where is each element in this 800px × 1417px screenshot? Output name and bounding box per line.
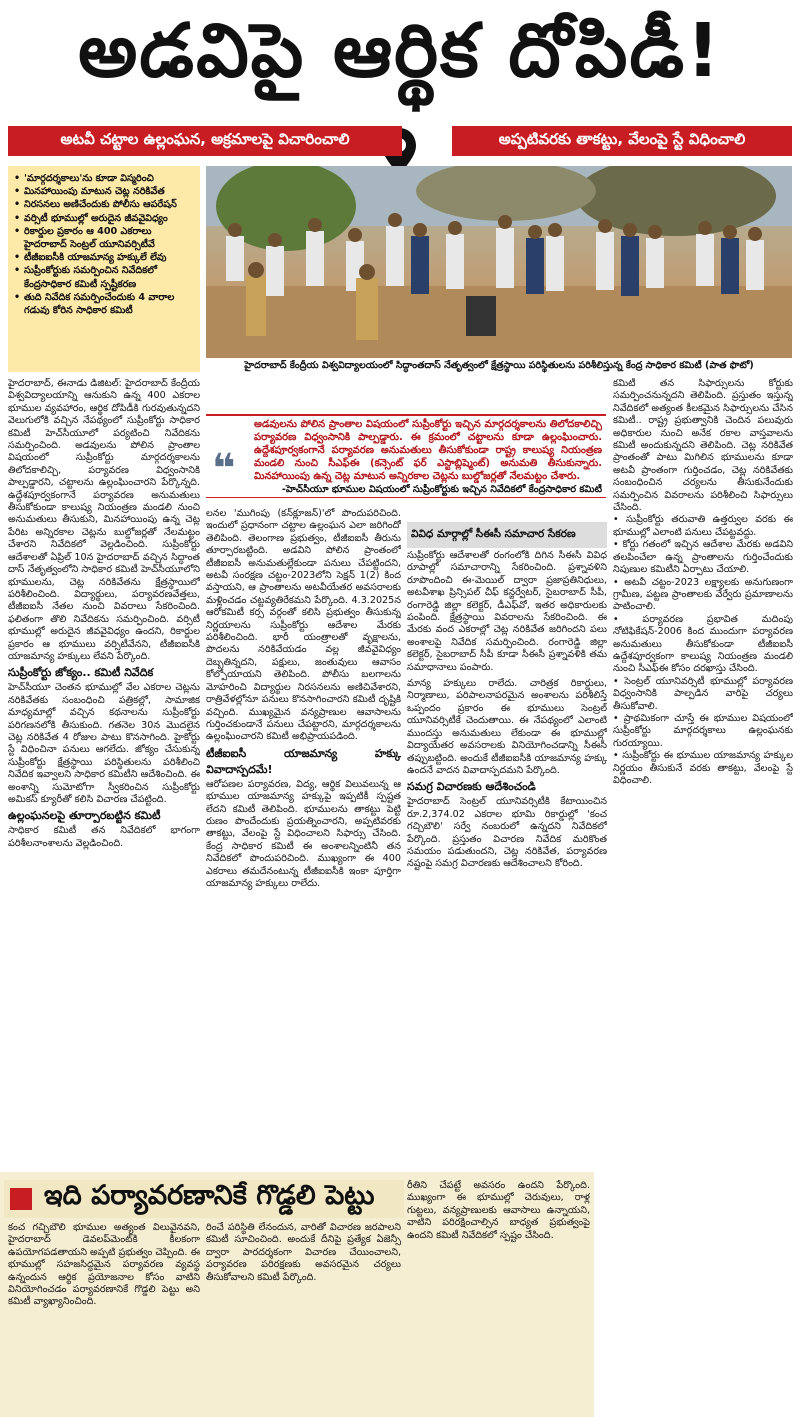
paragraph: కంచ గచ్చిబౌలి భూముల అత్యంత విలువైనవని, హైదరాబాద్ డెవలప్‌మెంట్‌కి కీలకంగా ఉపయోగపడతాయని అప్పటి ప్రభుత్వం చెప్పింది. ఈ భూముల్లో సహజసిద్ధమైన పర్యావరణ వ్యవస్థ ఉన్నందున ఆర్థిక ప్రయోజనాల కోసం వాటిని వినియోగించడం పర్యావరణానికే గొడ్డలి పెట్టు అని కమిటీ వ్యాఖ్యానించింది.: [8, 1222, 200, 1308]
bullet-item: • 'మార్గదర్శకాలు'ను కూడా విస్మరించి: [14, 172, 194, 185]
column-3: [407, 550, 607, 1168]
subhead-left: అటవీ చట్టాల ఉల్లంఘన, అక్రమాలపై విచారించాలి: [8, 126, 402, 156]
bottom-column-1: [8, 1222, 200, 1412]
quote-source: -హెచ్‌సీయూ భూముల విషయంలో సుప్రీంకోర్టుకు ఇచ్చిన నివేదికలో కేంద్రసాధికార కమిటీ: [281, 484, 602, 495]
paragraph: కమిటీ తన సిఫార్సులను కోర్టుకు సమర్పించనున్నదని తెలిపింది. ప్రస్తుతం ఇస్తున్న నివేదికలో అత్యంత కీలకమైన సిఫార్సులను చేసిన కమిటీ.. రాష్ట్ర ప్రభుత్వానికి చెందిన పలువురు అధికారుల నుంచి అనేక రకాల వాస్తవాలను కమిటీ అందుకున్నదని తెలిపింది. చెట్ల నరికివేత ప్రాంతంతో పాటు మిగిలిన భూములను కూడా అటవీ ప్రాంతంగా గుర్తించడం, చెట్ల నరికివేతకు సంబంధించిన చర్యలను తీసుకునేందుకు సమర్పించిన వివరాలను పరిశీలించి సిఫార్సులు చేసింది.: [613, 378, 793, 514]
bullet-paragraph: • ప్రాథమికంగా చూస్తే ఈ భూముల విషయంలో సుప్రీంకోర్టు మార్గదర్శకాలు ఉల్లంఘనకు గురయ్యాయి.: [613, 712, 793, 749]
section-heading: సుప్రీంకోర్టు జోక్యం.. కమిటీ నివేదిక: [8, 666, 154, 680]
bullet-item: • మినహాయింపు మాటున చెట్ల నరికివేత: [14, 185, 194, 198]
paragraph: లనల 'ముగింపు (కన్‌క్లూజన్)'లో పొందుపరిచింది. ఇందులో ప్రధానంగా చట్టాల ఉల్లంఘన ఎలా జరిగిందో తెలిపింది. తెలంగాణ ప్రభుత్వం, టీజీఐఐసీ తీరును తూర్పారబట్టింది. అడవిని పోలిన ప్రాంతంలో టీజీఐఐసీ అనుమతుల్లేకుండా పనులు చేపట్టిందని, అటవీ సంరక్షణ చట్టం-2023లోని సెక్షన్ 1(2) కింద వస్తాయని, ఆ ప్రాంతాలను అటవీయేతర అవసరాలకు మళ్లించడం చట్టవ్యతిరేకమని పేర్కొంది. 4.3.2025న ఆరోకమిటీ కర్స వర్గంతో కలిసి ప్రభుత్వం తీసుకున్న నిర్ణయాలను సుప్రీంకోర్టు ఆదేశాల మేరకు పరిశీలించింది. భారీ యంత్రాలతో వృక్షాలను, పొదలను నరికివేయడం వల్ల జీవవైవిధ్యం దెబ్బతిన్నదని, పక్షులు, జంతువులు ఆవాసం కోల్పోయాయని తెలిపింది. పోలీసు బలగాలను మోహరించి విద్యార్థుల నిరసనలను అణిచివేశారని, రాత్రివేళల్లోనూ పనులు కొనసాగించారని కమిటీ దృష్టికి వచ్చింది. ముఖ్యమైన వన్యప్రాణుల ఆవాసాలను గుర్తించకుండానే పనులు చేపట్టారని, మార్గదర్శకాలను ఉల్లంఘించారని కమిటీ అభిప్రాయపడింది.: [206, 508, 401, 743]
paragraph: హైదరాబాద్ సెంట్రల్ యూనివర్సిటీకి కేటాయించిన రూ.2,374.02 ఎకరాల భూమి రికార్డుల్లో 'కంచ గచ్చిబౌలి' సర్వే నంబరులో ఉన్నదని నివేదికలో పేర్కొంది. ప్రస్తుతం విచారణ నివేదిక మరికొంత సమయం పడుతుందని, చెట్ల నరికివేత, పర్యావరణ నష్టంపై సమగ్ర విచారణకు ఆదేశించాలని కోరింది.: [407, 796, 607, 870]
bottom-column-2: [206, 1222, 401, 1412]
bullet-text: అటవీ చట్టం-2023 లక్ష్యాలకు అనుగుణంగా గ్రామీణ, పట్టణ ప్రాంతాలకు వేర్వేరు ప్రమాణాలను పాటించాలి.: [613, 576, 793, 613]
bullet-text: పర్యావరణ ప్రభావిత మదింపు నోటిఫికేషన్-2006 కింద ముందుగా పర్యావరణ అనుమతులు తీసుకోకుండా టీజీఐఐసీ ఉద్దేశపూర్వకంగా కాలుష్య నియంత్రణ మండలి నుంచి సీఎఫ్ఈ కోసం దరఖాస్తు చేసింది.: [613, 613, 793, 675]
subhead-right: అప్పటివరకు తాకట్టు, వేలంపై స్టే విధించాలి: [452, 126, 792, 156]
bullet-item: • నిరసనలు అణిచేందుకు పోలీసు ఆపరేషన్: [14, 198, 194, 211]
paragraph: రించే పరిస్థితి లేనందున, వారితో విచారణ జరపాలని కమిటీ సూచించింది. అందుకే దీనిపై ప్రత్యేక ఏజెన్సీ ద్వారా పారదర్శకంగా విచారణ చేయించాలని, పర్యావరణ పరిరక్షణకు అవసరమైన చర్యలు తీసుకోవాలని కమిటీ పేర్కొంది.: [206, 1222, 401, 1283]
paragraph: హైదరాబాద్, ఈనాడు డిజిటల్: హైదరాబాద్ కేంద్రీయ విశ్వవిద్యాలయాన్ని ఆనుకుని ఉన్న 400 ఎకరాల భూముల వ్యవహారం, ఆర్థిక దోపిడీకి గురవుతున్నదని వెలుగులోకి వచ్చిన నేపథ్యంలో సుప్రీంకోర్టు సాధికార కమిటీ హెచ్‌సీయూలో పర్యటించి నివేదికను సమర్పించింది. అడవులను పోలిన ప్రాంతాల విషయంలో సుప్రీంకోర్టు మార్గదర్శకాలను తిలోదకాలిచ్చి, పర్యావరణ విధ్వంసానికి పాల్పడ్డారని, చట్టాలను ఉల్లంఘించారని పేర్కొన్నది. ఉద్దేశపూర్వకంగానే పర్యావరణ అనుమతులు తీసుకోకుండా కాలుష్య నియంత్రణ మండలి నుంచి అనుమతులు తీసుకుని, మినహాయింపు ఉన్న చెట్ల పేరిట అన్నిరకాల చెట్లను బుల్డోజర్లతో నేలమట్టం చేశారని నివేదికలో వెల్లడించింది. సుప్రీంకోర్టు ఆదేశాలతో ఏప్రిల్ 10న హైదరాబాద్ వచ్చిన సిద్ధాంత దాస్ నేతృత్వంలోని సాధికార కమిటీ హెచ్‌సీయూలోని భూములను, చెట్ల నరికివేతను క్షేత్రస్థాయిలో పరిశీలించింది. విద్యార్థులు, పర్యావరణవేత్తలు, టీజీఐఐసీ నేతల నుంచి వివరాలు సేకరించింది. ఫలితంగా తొలి నివేదికను సమర్పించింది. వర్సిటీ భూముల్లో అరుదైన జీవవైవిధ్యం ఉందని, రికార్డుల ప్రకారం ఆ భూములు వర్సిటీవేనని, టీజీఐఐసీకి యాజమాన్య హక్కులు లేవని పేర్కొంది.: [8, 378, 200, 662]
news-photo: [206, 166, 792, 358]
column-1: [8, 378, 200, 1168]
paragraph: సుప్రీంకోర్టు ఆదేశాలతో రంగంలోకి దిగిన సీఈసీ వివిధ రూపాల్లో సమాచారాన్ని సేకరించింది. ప్రశ్నావళిని రూపొందించి ఈ-మెయిల్ ద్వారా ప్రజాప్రతినిధులు, అటవీశాఖ ప్రిన్సిపల్ చీఫ్ కన్జర్వేటర్, సైబరాబాద్ సీపీ, రంగారెడ్డి జిల్లా కలెక్టర్, డీఎఫ్‌వో, ఇతర అధికారులకు పంపింది. క్షేత్రస్థాయి వివరాలను సేకరించింది. ఈ మేరకు వంద ఎకరాల్లో చెట్ల నరికివేత జరిగిందని పలు అంశాలపై నివేదిక సమర్పించింది. రంగారెడ్డి జిల్లా కలెక్టర్, సైబరాబాద్ సీపీ కూడా సీఈసీ ప్రశ్నావళికి తమ సమాధానాలు పంపారు.: [407, 550, 607, 673]
bullet-text: కోర్టు గతంలో ఇచ్చిన ఆదేశాల మేరకు అడవిని తలపించేలా ఉన్న ప్రాంతాలను గుర్తించేందుకు నిపుణుల కమిటీని ఏర్పాటు చేయాలి.: [613, 539, 793, 576]
bottom-banner-title: ఇది పర్యావరణానికే గొడ్డలి పెట్టు: [44, 1180, 375, 1211]
bullet-paragraph: • కోర్టు గతంలో ఇచ్చిన ఆదేశాల మేరకు అడవిని తలపించేలా ఉన్న ప్రాంతాలను గుర్తించేందుకు నిపుణుల కమిటీని ఏర్పాటు చేయాలి.: [613, 539, 793, 576]
bullet-paragraph: • సుప్రీంకోర్టు తరువాతి ఉత్తర్వుల వరకు ఈ భూముల్లో ఎలాంటి పనులు చేపట్టవద్దు.: [613, 514, 793, 538]
bullet-item: • తుది నివేదిక సమర్పించేందుకు 4 వారాల గడువు కోరిన సాధికార కమిటీ: [14, 291, 194, 317]
bullet-item: • వర్సిటీ భూముల్లో అరుదైన జీవవైవిధ్యం: [14, 212, 194, 225]
paragraph: సాధికార కమిటీ తన నివేదికలో భాగంగా పరిశీలనాంశాలను వెల్లడించింది.: [8, 825, 200, 849]
bullet-item: • రికార్డుల ప్రకారం ఆ 400 ఎకరాలు హైదరాబాద్ సెంట్రల్ యూనివర్సిటీవే: [14, 225, 194, 251]
bullet-text: సెంట్రల్ యూనివర్సిటీ భూముల్లో పర్యావరణ విధ్వంసానికి పాల్పడిన వారిపై చర్యలు తీసుకోవాలి.: [613, 675, 793, 712]
paragraph: మాన్య హక్కులు రాలేదు. చారిత్రక రికార్డులు, నిర్మాణాలు, పరిపాలనాపరమైన అంశాలను పరిశీలిస్తే ఒప్పందం ప్రకారం ఈ భూములు సెంట్రల్ యూనివర్సిటీకే చెందుతాయి. ఈ నేపథ్యంలో ఎలాంటి ముందస్తు అనుమతులు లేకుండా ఈ భూముల్లో విద్యాయేతర అవసరాలకు వినియోగించడాన్ని సీఈసీ తప్పుబట్టింది. అందుకే టీజీఐఐసీకి యాజమాన్య హక్కు ఉందనే వాదన వివాదాస్పదమని పేర్కొంది.: [407, 678, 607, 776]
section-heading: సమగ్ర విచారణకు ఆదేశించండి: [407, 780, 536, 794]
bullet-box: [8, 166, 200, 372]
bullet-paragraph: • సెంట్రల్ యూనివర్సిటీ భూముల్లో పర్యావరణ విధ్వంసానికి పాల్పడిన వారిపై చర్యలు తీసుకోవాలి.: [613, 675, 793, 712]
info-box-title: వివిధ మార్గాల్లో సీఈసీ సమాచార సేకరణ: [407, 522, 607, 548]
paragraph: ఆరోపణల పర్యావరణ, విద్య, ఆర్థిక విలువలున్న ఆ భూముల యాజమాన్య హక్కుపై ఇప్పటికీ స్పష్టత లేదని కమిటీ తెలిపింది. భూములను తాకట్టు పెట్టి రుణం పొందేందుకు ప్రయత్నించారని, అప్పటివరకు తాకట్టు, వేలంపై స్టే విధించాలని సిఫార్సు చేసింది. కేంద్ర సాధికార కమిటీ ఈ అంశాలన్నింటినీ తన నివేదికలో పొందుపరిచింది. ముఖ్యంగా ఈ 400 ఎకరాలు తమదేనంటున్న టీజీఐఐసీకి ఇంకా పూర్తిగా యాజమాన్య హక్కులు రాలేదు.: [206, 778, 401, 889]
bullet-text: సుప్రీంకోర్టు తరువాతి ఉత్తర్వుల వరకు ఈ భూముల్లో ఎలాంటి పనులు చేపట్టవద్దు.: [613, 514, 793, 538]
photo-illustration: [206, 166, 792, 358]
bullet-list: [14, 172, 194, 317]
column-2: [206, 508, 401, 1168]
bullet-paragraph: • సుప్రీంకోర్టు ఈ భూముల యాజమాన్య హక్కుల నిర్ణయం తీసుకునే వరకు తాకట్టు, వేలంపై స్టే విధించాలి.: [613, 750, 793, 786]
paragraph: రీతిని చేపట్టే అవసరం ఉందని పేర్కొంది. ముఖ్యంగా ఈ భూముల్లో చెరువులు, రాళ్ల గుట్టలు, వన్యప్రాణులకు ఆవాసాలు ఉన్నాయని, వాటిని పరిరక్షించాల్సిన బాధ్యత ప్రభుత్వంపై ఉందని కమిటీ నివేదికలో స్పష్టం చేసింది.: [407, 1180, 590, 1241]
pull-quote: [206, 414, 606, 498]
bullet-item: • టీజీఐఐసీకి యాజమాన్య హక్కులే లేవు: [14, 251, 194, 264]
bullet-paragraph: • పర్యావరణ ప్రభావిత మదింపు నోటిఫికేషన్-2006 కింద ముందుగా పర్యావరణ అనుమతులు తీసుకోకుండా టీజీఐఐసీ ఉద్దేశపూర్వకంగా కాలుష్య నియంత్రణ మండలి నుంచి సీఎఫ్ఈ కోసం దరఖాస్తు చేసింది.: [613, 613, 793, 675]
bullet-text: సుప్రీంకోర్టు ఈ భూముల యాజమాన్య హక్కుల నిర్ణయం తీసుకునే వరకు తాకట్టు, వేలంపై స్టే విధించాలి.: [613, 750, 793, 786]
bullet-item: • సుప్రీంకోర్టుకు సమర్పించిన నివేదికలో కేంద్రసాధికార కమిటీ స్పష్టీకరణ: [14, 264, 194, 290]
quote-mark-icon: ❝: [212, 446, 236, 492]
headline: అడవిపై ఆర్థిక దోపిడీ!: [78, 8, 722, 94]
quote-text: అడవులను పోలిన ప్రాంతాల విషయంలో సుప్రీంకోర్టు ఇచ్చిన మార్గదర్శకాలను తిలోదకాలిచ్చి పర్యావరణ విధ్వంసానికి పాల్పడ్డారు. ఈ క్రమంలో చట్టాలను కూడా ఉల్లంఘించారు. ఉద్దేశపూర్వకంగానే పర్యావరణ అనుమతులు తీసుకోకుండా రాష్ట్ర కాలుష్య నియంత్రణ మండలి నుంచి సీఎఫ్ఈ (కన్సెంట్ ఫర్ ఎస్టాబ్లిష్మెంట్) అనుమతి తీసుకున్నారు. మినహాయింపు ఉన్న చెట్ల మాటున అన్నిరకాల చెట్లను బుల్డోజర్లతో నేలమట్టం చేశారు.: [254, 419, 602, 482]
photo-caption: హైదరాబాద్ కేంద్రీయ విశ్వవిద్యాలయంలో సిద్ధాంతదాస్ నేతృత్వంలో క్షేత్రస్థాయి పరిస్థితులను పరిశీలిస్తున్న కేంద్ర సాధికార కమిటీ (పాత ఫొటో): [244, 360, 754, 371]
section-heading: టీజీఐఐసీ యాజమాన్య హక్కు వివాదాస్పదమే!: [206, 746, 401, 776]
section-heading: ఉల్లంఘనలపై తూర్పారబట్టిన కమిటీ: [8, 809, 161, 823]
banner-square-icon: [10, 1188, 32, 1210]
bottom-banner: [4, 1180, 404, 1218]
column-4: [613, 378, 793, 1412]
bullet-text: ప్రాథమికంగా చూస్తే ఈ భూముల విషయంలో సుప్రీంకోర్టు మార్గదర్శకాలు ఉల్లంఘనకు గురయ్యాయి.: [613, 712, 793, 749]
bullet-paragraph: • అటవీ చట్టం-2023 లక్ష్యాలకు అనుగుణంగా గ్రామీణ, పట్టణ ప్రాంతాలకు వేర్వేరు ప్రమాణాలను పాటించాలి.: [613, 576, 793, 613]
paragraph: హెచ్‌సీయూ చెంతన భూముల్లో వేల ఎకరాల చెట్లను నరికివేతకు సంబంధించి పత్రికల్లో, సామాజిక మాధ్యమాల్లో వచ్చిన కథనాలను సుప్రీంకోర్టు పరిగణనలోకి తీసుకుంది. గతనెల 30న మొదలైన చెట్ల నరికివేత 4 రోజుల పాటు కొనసాగింది. హైకోర్టు స్టే విధించినా పనులు ఆగలేదు. జోక్యం చేసుకున్న సుప్రీంకోర్టు క్షేత్రస్థాయి పరిస్థితులను పరిశీలించి నివేదిక ఇవ్వాలని సాధికార కమిటీని ఆదేశించింది. ఈ అంశాన్ని సుమోటోగా స్వీకరించిన సుప్రీంకోర్టు అమికస్ క్యూరీతో కలిసి విచారణ చేపట్టింది.: [8, 682, 200, 805]
bottom-column-3: [407, 1180, 590, 1412]
